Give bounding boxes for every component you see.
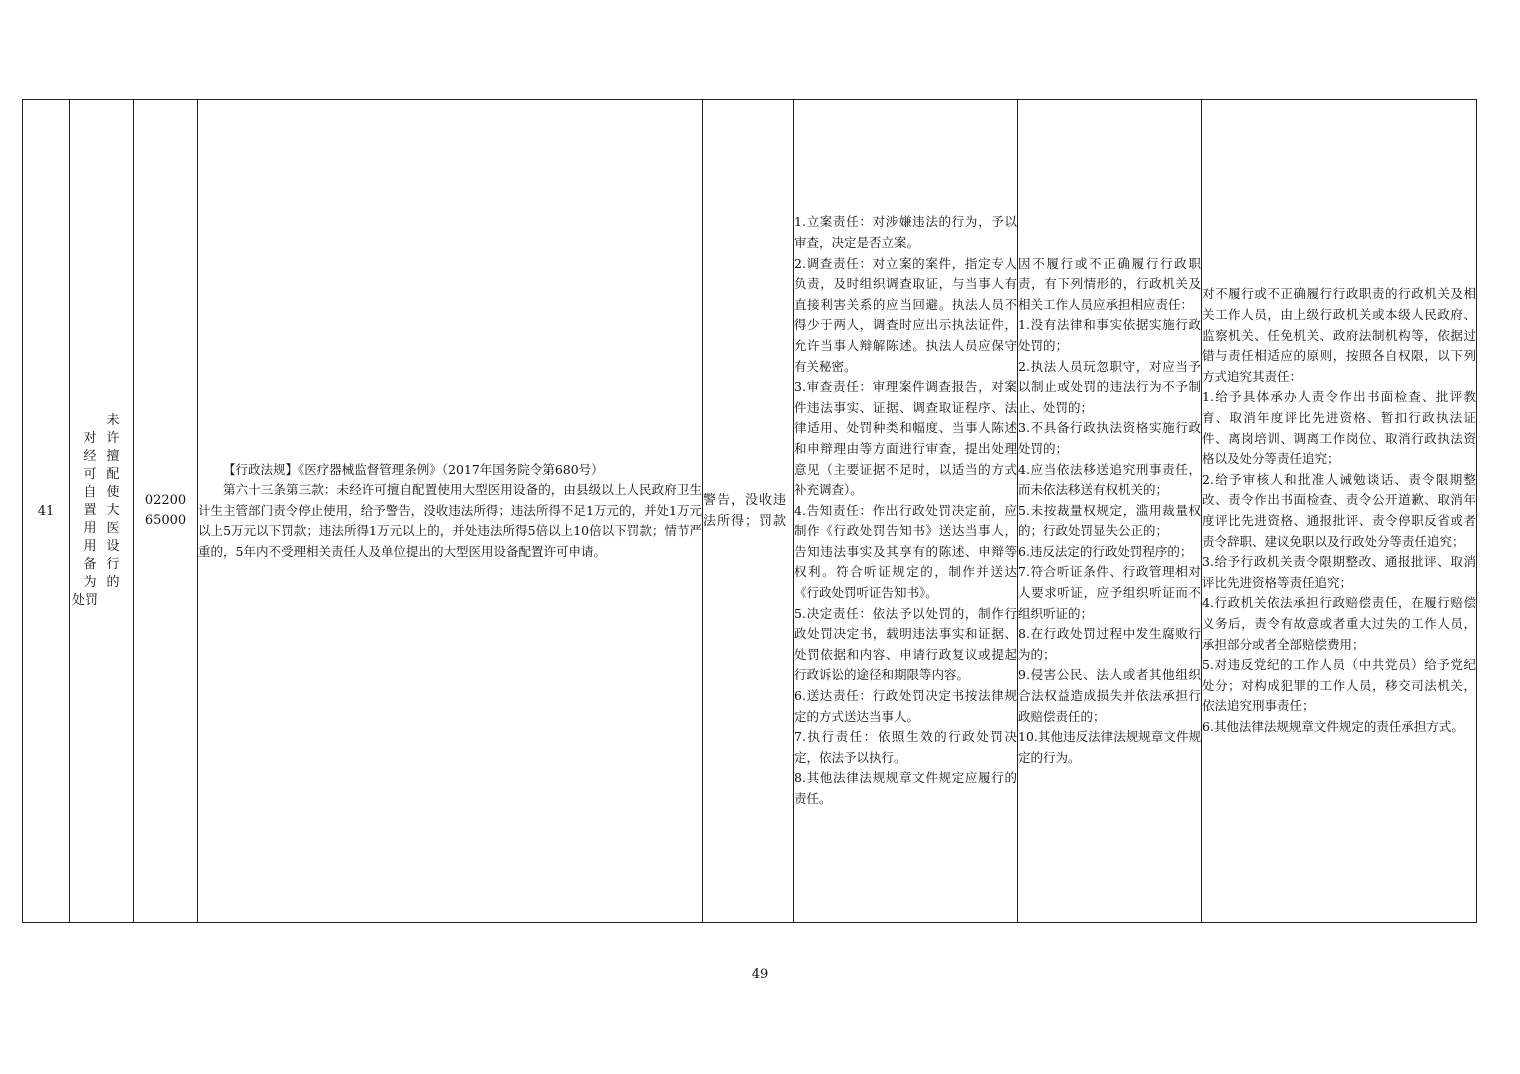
item-name-tail: 处罚 [72, 593, 99, 608]
list-item: 1.立案责任：对涉嫌违法的行为，予以审查，决定是否立案。 [794, 214, 1017, 250]
item-name [70, 100, 134, 923]
item-code-line1: 02200 [144, 493, 187, 508]
list-item: 1.给予具体承办人责令作出书面检查、批评教育、取消年度评比先进资格、暂扣行政执法证件、离岗培训、调离工作岗位、取消行政执法资格以及处分等责任追究； [1202, 389, 1476, 467]
list-item: 7.执行责任：依照生效的行政处罚决定，依法予以执行。 [794, 729, 1017, 765]
list-item: 2.给予审核人和批准人诫勉谈话、责令限期整改、责令作出书面检查、责令公开道歉、取消年度评比先进资格、通报批评、责令停职反省或者责令辞职、建议免职以及行政处分等责任追究； [1202, 471, 1476, 549]
responsibility-list [794, 100, 1018, 923]
list-item: 2.执法人员玩忽职守，对应当予以制止或处罚的违法行为不予制止、处罚的； [1018, 358, 1201, 415]
list-item: 4.应当依法移送追究刑事责任，而未依法移送有权机关的； [1018, 461, 1201, 498]
item-name-char: 经 [83, 449, 97, 464]
item-name-char: 设 [106, 539, 120, 554]
item-name-char: 用 [83, 539, 97, 554]
list-item: 5.未按裁量权规定，滥用裁量权的；行政处罚显失公正的； [1018, 502, 1201, 539]
list-item: 因不履行或不正确履行行政职责，有下列情形的，行政机关及相关工作人员应承担相应责任： [1018, 255, 1201, 312]
list-item: 6.送达责任：行政处罚决定书按法律规定的方式送达当事人。 [794, 688, 1017, 724]
item-name-char: 对 [83, 431, 97, 446]
penalty-type: 警告，没收违法所得；罚款 [703, 100, 794, 923]
legal-basis [198, 100, 703, 923]
list-item: 3.不具备行政执法资格实施行政处罚的； [1018, 420, 1201, 456]
list-item: 9.侵害公民、法人或者其他组织合法权益造成损失并依法承担行政赔偿责任的； [1018, 667, 1201, 724]
table-row [23, 100, 1477, 923]
item-name-char: 的 [106, 575, 120, 590]
list-item: 1.没有法律和事实依据实施行政处罚的； [1018, 317, 1201, 353]
item-name-char: 医 [106, 521, 120, 536]
accountability-methods [1202, 100, 1477, 923]
item-name-char: 置 [83, 503, 97, 518]
item-name-char: 许 [106, 431, 120, 446]
item-name-char: 用 [83, 521, 97, 536]
page-number: 49 [751, 967, 769, 982]
list-item: 4.行政机关依法承担行政赔偿责任，在履行赔偿义务后，责令有故意或者重大过失的工作人员，承担部分或者全部赔偿费用； [1202, 595, 1476, 652]
list-item: 3.审查责任：审理案件调查报告，对案件违法事实、证据、调查取证程序、法律适用、处罚种类和幅度、当事人陈述和申辩理由等方面进行审查，提出处理意见（主要证据不足时，以适当的方式补充调查）。 [794, 379, 1017, 498]
list-item: 6.违反法定的行政处罚程序的； [1018, 543, 1193, 559]
item-name-char: 大 [106, 503, 120, 518]
item-number: 41 [23, 100, 70, 923]
list-item: 2.调查责任：对立案的案件，指定专人负责，及时组织调查取证，与当事人有直接利害关系的应当回避。执法人员不得少于两人，调查时应出示执法证件，允许当事人辩解陈述。执法人员应保守有关秘密。 [794, 255, 1017, 374]
item-name-left-column [83, 412, 96, 592]
list-item: 对不履行或不正确履行行政职责的行政机关及相关工作人员，由上级行政机关或本级人民政府、监察机关、任免机关、政府法制机构等，依据过错与责任相适应的原则，按照各自权限，以下列方式追究其责任： [1202, 286, 1476, 384]
list-item: 5.对违反党纪的工作人员（中共党员）给予党纪处分；对构成犯罪的工作人员，移交司法机关，依法追究刑事责任； [1202, 657, 1476, 714]
list-item: 4.告知责任：作出行政处罚决定前，应制作《行政处罚告知书》送达当事人，告知违法事实及其享有的陈述、申辩等权利。符合听证规定的，制作并送达《行政处罚听证告知书》。 [794, 502, 1017, 601]
item-name-char: 擅 [106, 449, 120, 464]
item-name-char: 行 [106, 557, 120, 572]
list-item: 3.给予行政机关责令限期整改、通报批评、取消评比先进资格等责任追究； [1202, 554, 1476, 590]
item-name-char: 自 [83, 485, 97, 500]
list-item: 8.在行政处罚过程中发生腐败行为的； [1018, 626, 1201, 662]
list-item: 5.决定责任：依法予以处罚的，制作行政处罚决定书，载明违法事实和证据、处罚依据和内容、申请行政复议或提起行政诉讼的途径和期限等内容。 [794, 605, 1017, 683]
item-code [134, 100, 198, 923]
item-name-char: 可 [83, 467, 97, 482]
list-item: 10.其他违反法律法规规章文件规定的行为。 [1018, 729, 1201, 765]
list-item: 6.其他法律法规规章文件规定的责任承担方式。 [1202, 718, 1464, 734]
list-item: 7.符合听证条件、行政管理相对人要求听证，应予组织听证而不组织听证的； [1018, 564, 1201, 621]
item-name-char: 使 [106, 485, 120, 500]
item-name-char: 为 [83, 575, 97, 590]
item-name-right-column [107, 412, 120, 592]
item-name-char: 未 [106, 413, 120, 428]
accountability-conditions [1018, 100, 1202, 923]
item-name-char: 配 [106, 467, 120, 482]
legal-basis-source: 【行政法规】《医疗器械监督管理条例》（2017年国务院令第680号） [223, 461, 604, 477]
item-code-line2: 65000 [144, 513, 187, 528]
legal-basis-article: 第六十三条第三款：未经许可擅自配置使用大型医用设备的，由县级以上人民政府卫生计生主管部门责令停止使用，给予警告，没收违法所得；违法所得不足1万元的，并处1万元以上5万元以下罚款；违法所得1万元以上的，并处违法所得5倍以上10倍以下罚款；情节严重的，5年内不受理相关责任人及单位提出的大型医用设备配置许可申请。 [198, 482, 702, 559]
power-list-table [22, 99, 1477, 923]
list-item: 8.其他法律法规规章文件规定应履行的责任。 [794, 770, 1017, 807]
item-name-char: 备 [83, 557, 97, 572]
